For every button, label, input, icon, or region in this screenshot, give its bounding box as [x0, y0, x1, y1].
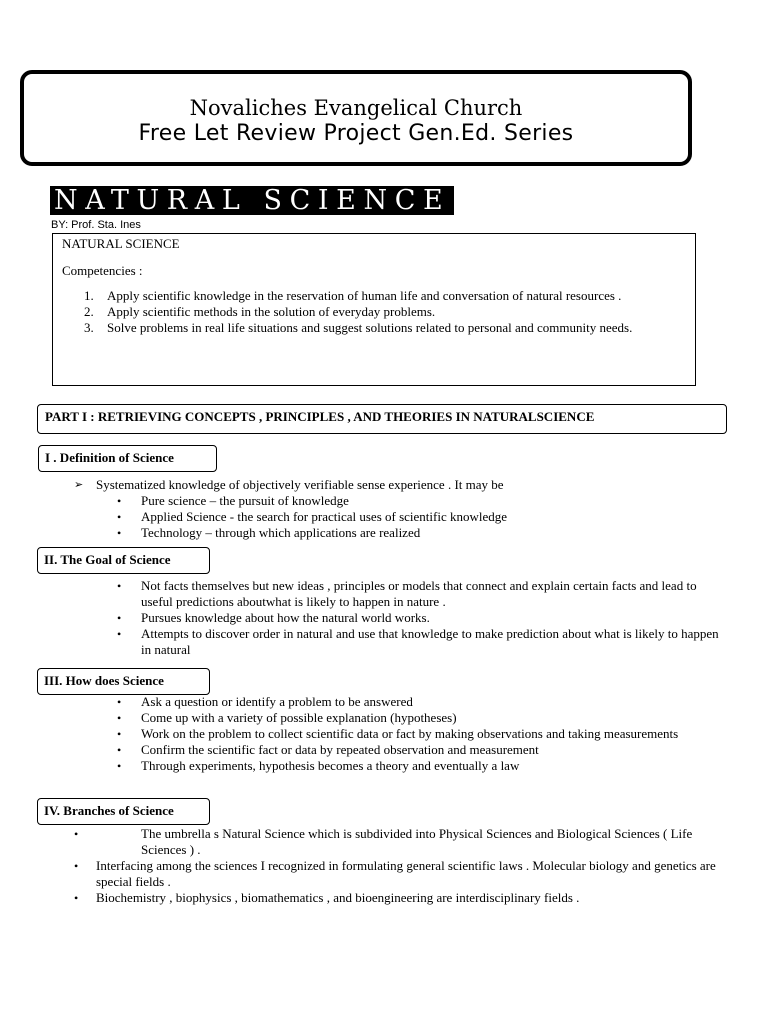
competency-item [53, 320, 683, 336]
section-heading-how: III. How does Science [37, 668, 210, 695]
bullet-text: Come up with a variety of possible explanation (hypotheses) [141, 710, 457, 725]
list-item [117, 694, 721, 710]
bullet-text: Applied Science - the search for practical uses of scientific knowledge [141, 509, 508, 524]
list-item [117, 742, 721, 758]
goal-list [117, 578, 721, 658]
branches-list [74, 826, 721, 906]
competency-item [53, 288, 683, 304]
bullet-icon: • [117, 579, 122, 593]
list-item [117, 626, 721, 658]
list-item [74, 826, 721, 858]
competencies-list [53, 288, 683, 336]
bullet-text: Work on the problem to collect scientific data or fact by making observations and taking measurements [141, 726, 679, 741]
bullet-text: Pursues knowledge about how the natural world works. [141, 610, 430, 625]
list-item [117, 610, 721, 626]
series-title: Free Let Review Project Gen.Ed. Series [138, 121, 574, 146]
list-item [74, 858, 721, 890]
list-item [74, 477, 736, 493]
section-heading-definition: I . Definition of Science [38, 445, 217, 472]
bullet-text: Technology – through which applications are realized [141, 525, 421, 540]
how-list [117, 694, 721, 774]
list-item [117, 758, 721, 774]
competencies-box [52, 233, 696, 386]
bullet-text: Pure science – the pursuit of knowledge [141, 493, 349, 508]
bullet-text: Not facts themselves but new ideas , principles or models that connect and explain certain facts and lead to useful predictions aboutwhat is likely to happen in nature . [141, 578, 697, 609]
item-number: 2. [84, 304, 94, 319]
arrow-bullet-icon: ➢ [74, 479, 84, 491]
bullet-text: Biochemistry , biophysics , biomathematics , and bioengineering are interdisciplinary fields . [96, 890, 580, 905]
definition-list [74, 477, 736, 541]
competency-text: Solve problems in real life situations and suggest solutions related to personal and community needs. [107, 320, 633, 335]
bullet-icon: • [74, 827, 79, 841]
bullet-icon: • [117, 526, 122, 540]
bullet-text: Through experiments, hypothesis becomes a theory and eventually a law [141, 758, 520, 773]
bullet-icon: • [117, 711, 122, 725]
competency-item [53, 304, 683, 320]
competency-text: Apply scientific knowledge in the reservation of human life and conversation of natural resources . [107, 288, 622, 303]
bullet-icon: • [117, 743, 122, 757]
lead-text: Systematized knowledge of objectively verifiable sense experience . It may be [96, 477, 504, 492]
bullet-text: Ask a question or identify a problem to be answered [141, 694, 413, 709]
bullet-icon: • [117, 494, 122, 508]
competencies-label: Competencies : [62, 263, 143, 278]
section-heading-goal: II. The Goal of Science [37, 547, 210, 574]
church-name: Novaliches Evangelical Church [189, 96, 523, 120]
bullet-icon: • [117, 727, 122, 741]
bullet-icon: • [117, 611, 122, 625]
list-item [117, 578, 721, 610]
header-box [20, 70, 692, 166]
item-number: 3. [84, 320, 94, 335]
list-item [96, 509, 736, 525]
competencies-heading: NATURAL SCIENCE [62, 236, 180, 251]
bullet-text: The umbrella s Natural Science which is subdivided into Physical Sciences and Biological Sciences ( Life Sciences ) . [141, 826, 693, 857]
bullet-icon: • [117, 627, 122, 641]
bullet-text: Confirm the scientific fact or data by repeated observation and measurement [141, 742, 539, 757]
bullet-text: Interfacing among the sciences I recognized in formulating general scientific laws . Molecular biology and genetics are special fields . [96, 858, 716, 889]
competency-text: Apply scientific methods in the solution of everyday problems. [107, 304, 436, 319]
list-item [74, 890, 721, 906]
author-line: BY: Prof. Sta. Ines [51, 219, 141, 231]
list-item [117, 726, 721, 742]
bullet-icon: • [74, 891, 79, 905]
bullet-text: Attempts to discover order in natural and use that knowledge to make prediction about what is likely to happen in natural [141, 626, 719, 657]
section-heading-branches: IV. Branches of Science [37, 798, 210, 825]
list-item [96, 525, 736, 541]
bullet-icon: • [117, 510, 122, 524]
bullet-icon: • [117, 695, 122, 709]
page-title: NATURAL SCIENCE [50, 186, 454, 215]
part-heading: PART I : RETRIEVING CONCEPTS , PRINCIPLES , AND THEORIES IN NATURALSCIENCE [37, 404, 727, 434]
bullet-icon: • [74, 859, 79, 873]
item-number: 1. [84, 288, 94, 303]
list-item [117, 710, 721, 726]
bullet-icon: • [117, 759, 122, 773]
list-item [96, 493, 736, 509]
